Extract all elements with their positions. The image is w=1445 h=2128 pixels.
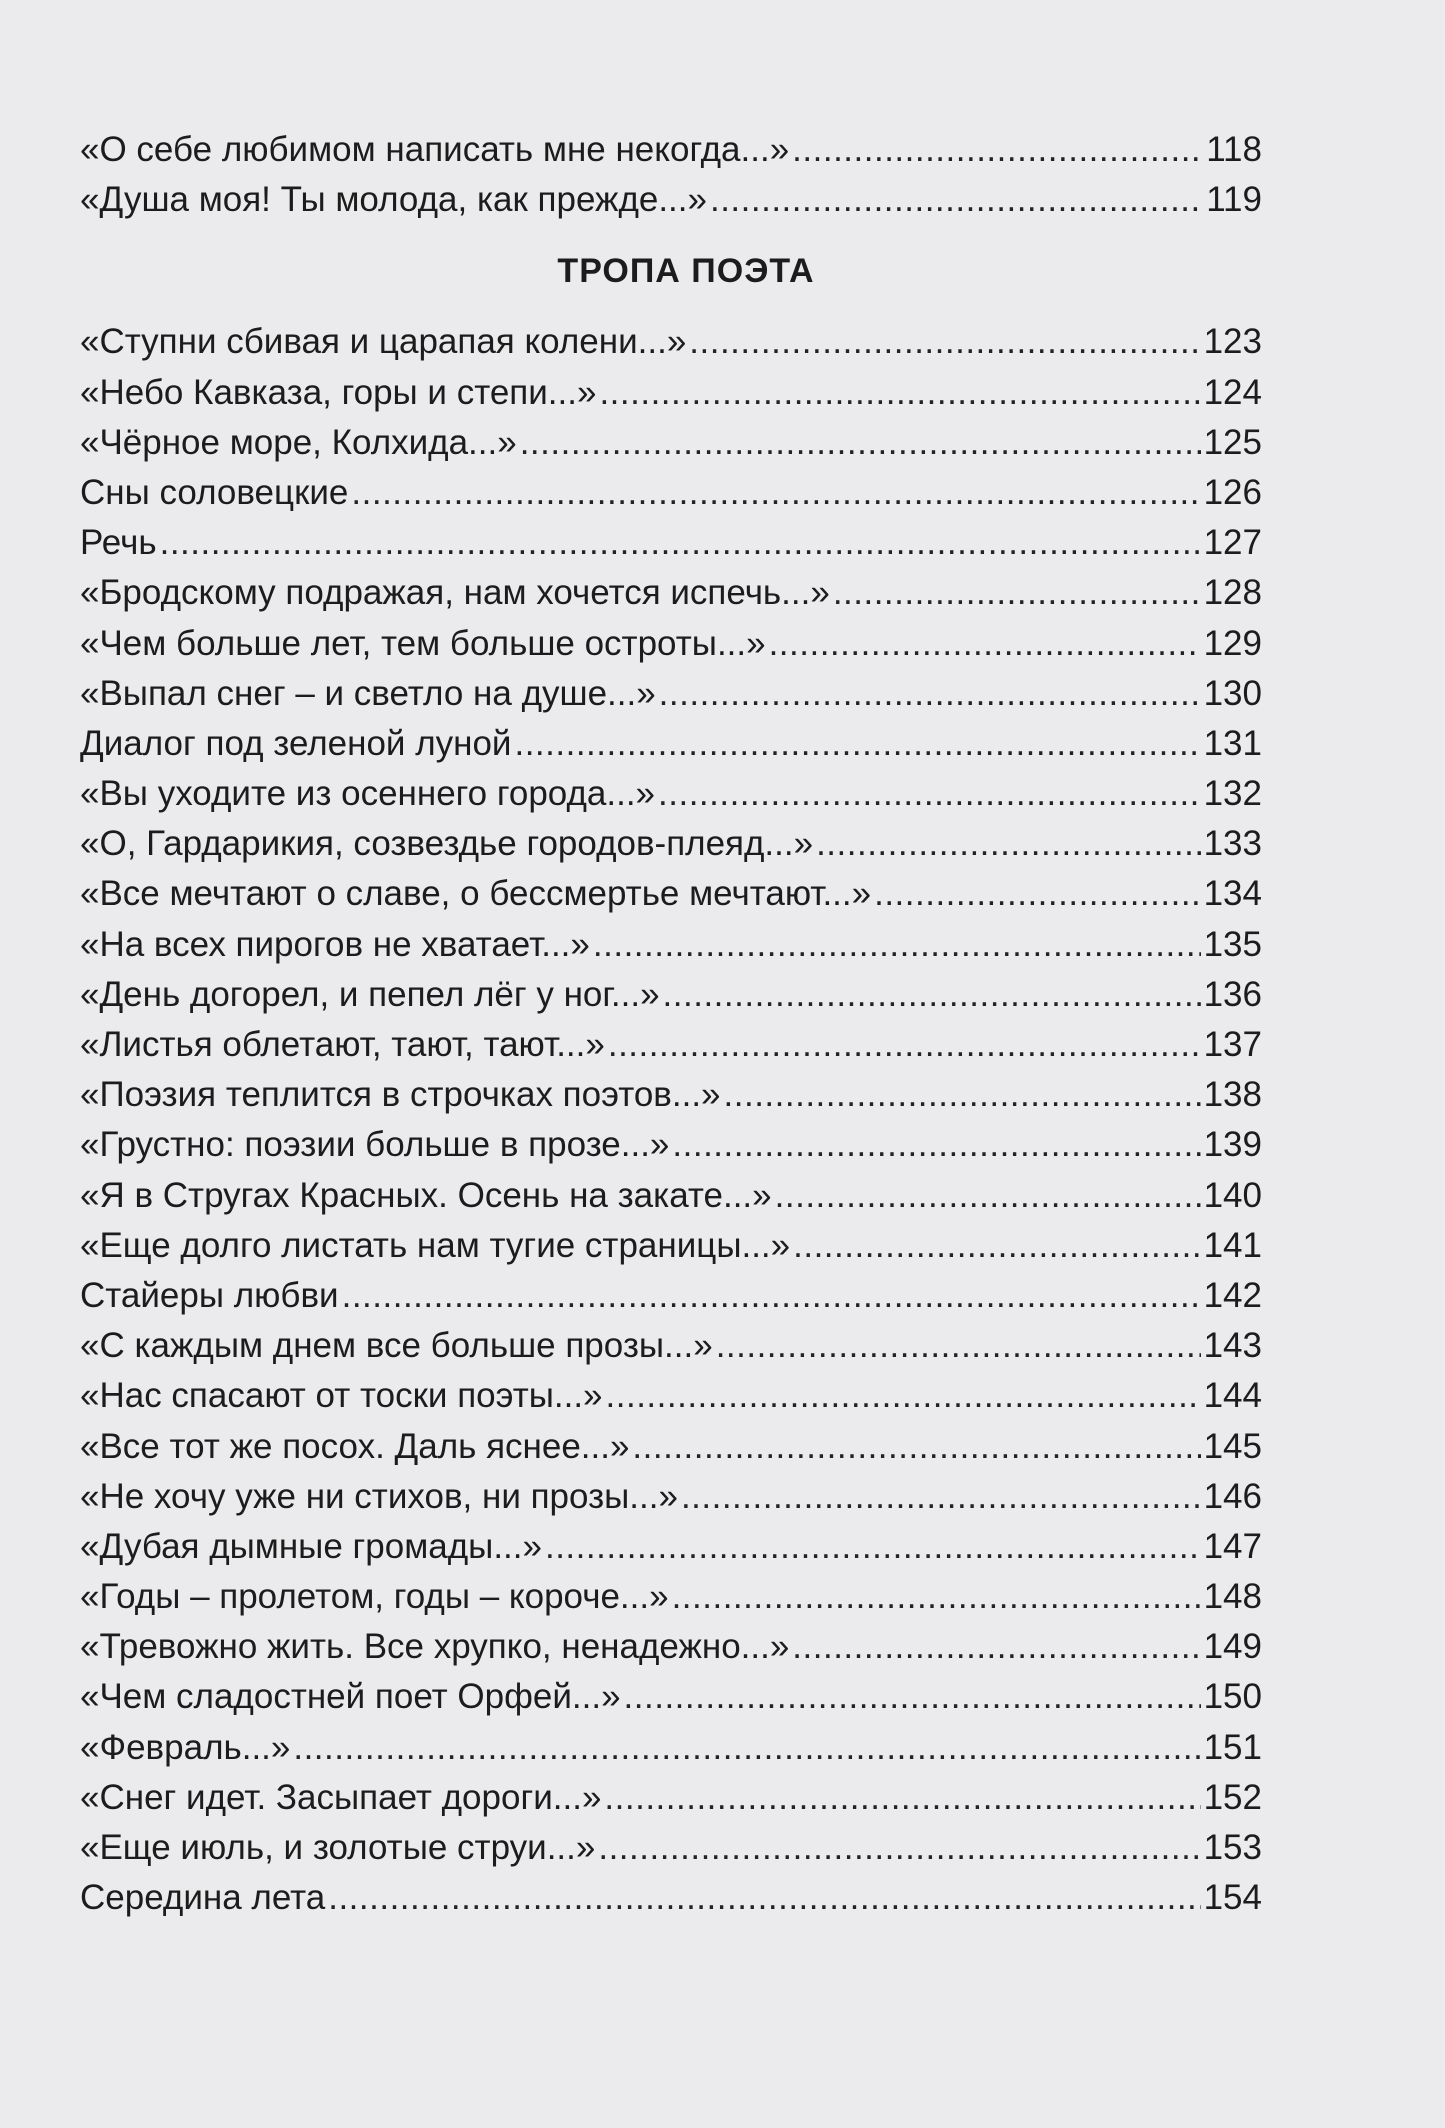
toc-entry-title: «Небо Кавказа, горы и степи...» [80,372,597,412]
toc-entry [80,468,1262,518]
toc-entry [80,669,1262,719]
toc-entry-page-number: 151 [1203,1727,1262,1767]
toc-entry-title: «Февраль...» [80,1727,291,1767]
toc-entry-leader [160,518,1201,568]
toc-entry-title: «Чем больше лет, тем больше остроты...» [80,623,766,663]
toc-entry-page-number: 147 [1203,1526,1262,1566]
toc-entry [80,769,1262,819]
toc-entry-title: «Все тот же посох. Даль яснее...» [80,1426,630,1466]
toc-entry-page-number: 125 [1203,422,1262,462]
toc-entry [80,1070,1262,1120]
toc-entry-page-number: 142 [1203,1275,1262,1315]
toc-entry-title: Диалог под зеленой луной [80,723,512,763]
toc-entry-title: «Листья облетают, тают, тают...» [80,1025,605,1064]
toc-entry-title: «Все мечтают о славе, о бессмертье мечтают...» [80,874,872,914]
toc-entry-leader [816,819,1201,869]
toc-entry [80,1773,1262,1823]
toc-entry-title: «Дубая дымные громады...» [80,1526,542,1566]
toc-entry-page-number: 152 [1203,1777,1262,1817]
toc-entry-leader [710,175,1203,225]
toc-entry-leader [624,1672,1201,1722]
toc-entry-page-number: 134 [1203,874,1262,914]
toc-entry-leader [775,1171,1201,1221]
toc-entry-title: «Нас спасают от тоски поэты...» [80,1376,603,1416]
toc-entry-title: «Поэзия теплится в строчках поэтов...» [80,1075,721,1115]
toc-entry [80,175,1262,225]
toc-section-entries [80,317,1262,1923]
toc-entry-page-number: 140 [1203,1175,1262,1215]
toc-entry-leader [658,769,1201,819]
toc-entry-leader [608,1020,1201,1070]
toc-entry-title: «Чем сладостней поет Орфей...» [80,1677,621,1717]
toc-entry-leader [724,1070,1201,1120]
toc-entry-page-number: 136 [1203,974,1262,1014]
toc-entry-page-number: 143 [1203,1326,1262,1366]
toc-entry-title: Середина лета [80,1878,326,1918]
toc-entry-leader [689,317,1200,367]
toc-entry [80,1321,1262,1371]
toc-entry-page-number: 123 [1203,322,1262,362]
toc-entry-leader [293,1723,1200,1773]
toc-entry-page-number: 119 [1206,180,1262,220]
toc-entry [80,568,1262,618]
toc-entry [80,869,1262,919]
toc-entry-leader [593,920,1201,970]
toc-entry [80,1622,1262,1672]
toc-entry [80,619,1262,669]
toc-entry-page-number: 144 [1203,1376,1262,1416]
toc-entry-title: «Бродскому подражая, нам хочется испечь...» [80,573,830,613]
toc-entry [80,970,1262,1020]
toc-entry-title: «Грустно: поэзии больше в прозе...» [80,1125,670,1165]
toc-entry-page-number: 146 [1203,1476,1262,1516]
toc-entry-leader [672,1120,1200,1170]
toc-entry [80,1823,1262,1873]
toc-entry [80,368,1262,418]
toc-entry-title: «Снег идет. Засыпает дороги...» [80,1777,602,1817]
toc-entry-page-number: 154 [1203,1878,1262,1918]
toc-entry-leader [342,1271,1201,1321]
toc-entry-title: «Годы – пролетом, годы – короче...» [80,1577,669,1617]
toc-entry [80,819,1262,869]
toc-top-entries [80,125,1262,225]
toc-entry-title: «Вы уходите из осеннего города...» [80,774,656,814]
toc-entry [80,1522,1262,1572]
toc-entry-title: «Тревожно жить. Все хрупко, ненадежно...» [80,1627,790,1667]
toc-entry-title: Сны соловецкие [80,472,349,512]
toc-entry-leader [520,418,1201,468]
toc-entry-title: «Ступни сбивая и царапая колени...» [80,322,687,362]
toc-entry-leader [351,468,1200,518]
toc-entry [80,1422,1262,1472]
toc-entry [80,418,1262,468]
toc-entry-page-number: 127 [1203,523,1262,563]
toc-entry-title: «На всех пирогов не хватает...» [80,924,590,964]
toc-entry-leader [681,1472,1201,1522]
toc-entry-title: «День догорел, и пепел лёг у ног...» [80,974,660,1014]
toc-entry-title: «Чёрное море, Колхида...» [80,422,517,462]
toc-entry-leader [793,1221,1200,1271]
toc-entry-page-number: 129 [1203,623,1262,663]
toc-entry-page-number: 128 [1203,573,1262,613]
toc-entry [80,1120,1262,1170]
toc-entry-title: Стайеры любви [80,1275,339,1315]
toc-entry-leader [792,125,1203,175]
toc-entry-page-number: 149 [1203,1627,1262,1667]
toc-entry-leader [792,1622,1200,1672]
toc-entry-leader [604,1773,1200,1823]
toc-entry-leader [874,869,1201,919]
toc-entry-page-number: 150 [1203,1677,1262,1717]
toc-entry-title: Речь [80,523,157,563]
toc-entry-leader [672,1572,1201,1622]
toc-entry [80,1171,1262,1221]
toc-entry-page-number: 153 [1203,1828,1262,1867]
toc-entry-title: «С каждым днем все больше прозы...» [80,1326,713,1366]
toc-entry-page-number: 132 [1203,774,1262,814]
toc-entry-page-number: 126 [1203,472,1262,512]
toc-entry [80,317,1262,367]
toc-entry [80,1672,1262,1722]
toc-entry [80,518,1262,568]
toc-entry-title: «Я в Стругах Красных. Осень на закате...» [80,1175,772,1215]
toc-entry-leader [716,1321,1201,1371]
toc-entry-leader [606,1371,1201,1421]
toc-entry [80,1221,1262,1271]
toc-entry-page-number: 118 [1206,130,1262,169]
toc-entry [80,1020,1262,1070]
toc-entry-leader [598,1823,1200,1873]
table-of-contents [80,125,1262,1923]
toc-entry [80,1723,1262,1773]
section-heading: ТРОПА ПОЭТА [557,252,815,291]
toc-entry-title: «Еще июль, и золотые струи...» [80,1828,596,1867]
toc-entry-leader [833,568,1201,618]
toc-entry-leader [769,619,1201,669]
toc-entry-leader [632,1422,1200,1472]
toc-entry [80,1873,1262,1923]
toc-entry-leader [663,970,1201,1020]
toc-entry [80,1572,1262,1622]
toc-entry [80,1371,1262,1421]
toc-entry-title: «Не хочу уже ни стихов, ни прозы...» [80,1476,678,1516]
toc-entry [80,1271,1262,1321]
toc-entry [80,719,1262,769]
toc-entry-leader [599,368,1200,418]
toc-entry-page-number: 141 [1203,1225,1262,1265]
toc-entry-title: «О, Гардарикия, созвездье городов-плеяд...» [80,824,814,864]
toc-entry-page-number: 130 [1203,673,1262,713]
toc-entry-title: «О себе любимом написать мне некогда...» [80,130,790,169]
toc-entry-page-number: 138 [1203,1075,1262,1115]
toc-entry [80,920,1262,970]
toc-entry-title: «Душа моя! Ты молода, как прежде...» [80,180,707,220]
toc-entry-page-number: 148 [1203,1577,1262,1617]
toc-entry-page-number: 131 [1203,723,1262,763]
toc-entry [80,125,1262,175]
toc-entry-page-number: 124 [1203,372,1262,412]
toc-entry-leader [328,1873,1200,1923]
toc-entry-title: «Выпал снег – и светло на душе...» [80,673,656,713]
toc-entry-page-number: 137 [1203,1025,1262,1064]
toc-entry-leader [514,719,1200,769]
toc-entry [80,1472,1262,1522]
toc-entry-leader [659,669,1201,719]
toc-entry-leader [545,1522,1201,1572]
toc-entry-page-number: 145 [1203,1426,1262,1466]
toc-entry-page-number: 133 [1203,824,1262,864]
toc-entry-page-number: 135 [1203,924,1262,964]
toc-entry-page-number: 139 [1203,1125,1262,1165]
toc-entry-title: «Еще долго листать нам тугие страницы...» [80,1225,791,1265]
